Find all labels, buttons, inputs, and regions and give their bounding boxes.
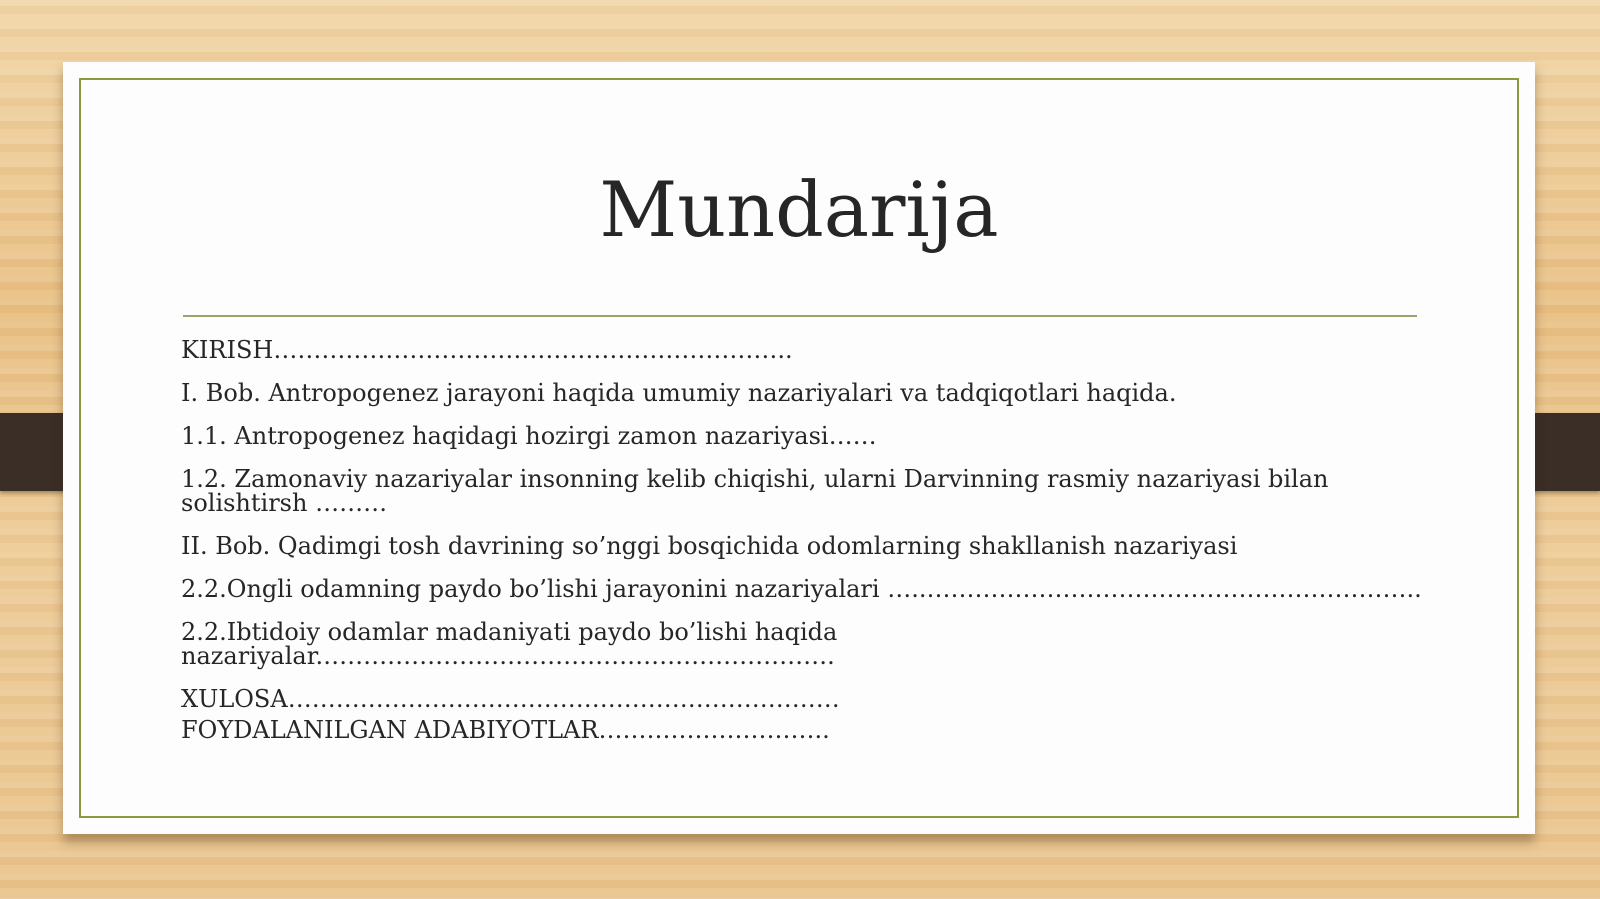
toc-item-1-1: 1.1. Antropogenez haqidagi hozirgi zamon nazariyasi…… xyxy=(181,422,877,450)
toc-item-references: FOYDALANILGAN ADABIYOTLAR……………………….. xyxy=(181,716,830,744)
toc-item-2-2-ibtidoiy: 2.2.Ibtidoiy odamlar madaniyati paydo bo’lishi haqida nazariyalar.………………………………………………………. xyxy=(181,618,838,670)
toc-item-chapter-2: II. Bob. Qadimgi tosh davrining so’nggi bosqichida odomlarning shakllanish nazariyasi xyxy=(181,532,1238,560)
slide-card xyxy=(63,62,1535,834)
toc-item-xulosa: XULOSA…………………………………………………………… xyxy=(181,685,840,713)
toc-item-1-2: 1.2. Zamonaviy nazariyalar insonning kelib chiqishi, ularni Darvinning rasmiy nazariyasi bilan solishtirsh ……… xyxy=(181,465,1329,517)
slide-title: Mundarija xyxy=(599,165,999,254)
title-divider xyxy=(183,315,1417,317)
table-of-contents xyxy=(181,338,1431,761)
toc-item-chapter-1: I. Bob. Antropogenez jarayoni haqida umumiy nazariyalari va tadqiqotlari haqida. xyxy=(181,379,1177,407)
toc-item-2-2-ongli: 2.2.Ongli odamning paydo bo’lishi jarayonini nazariyalari …..…………………………………………………….. xyxy=(181,575,1422,603)
toc-item-kirish: KIRISH……………………………………………………….. xyxy=(181,336,793,364)
